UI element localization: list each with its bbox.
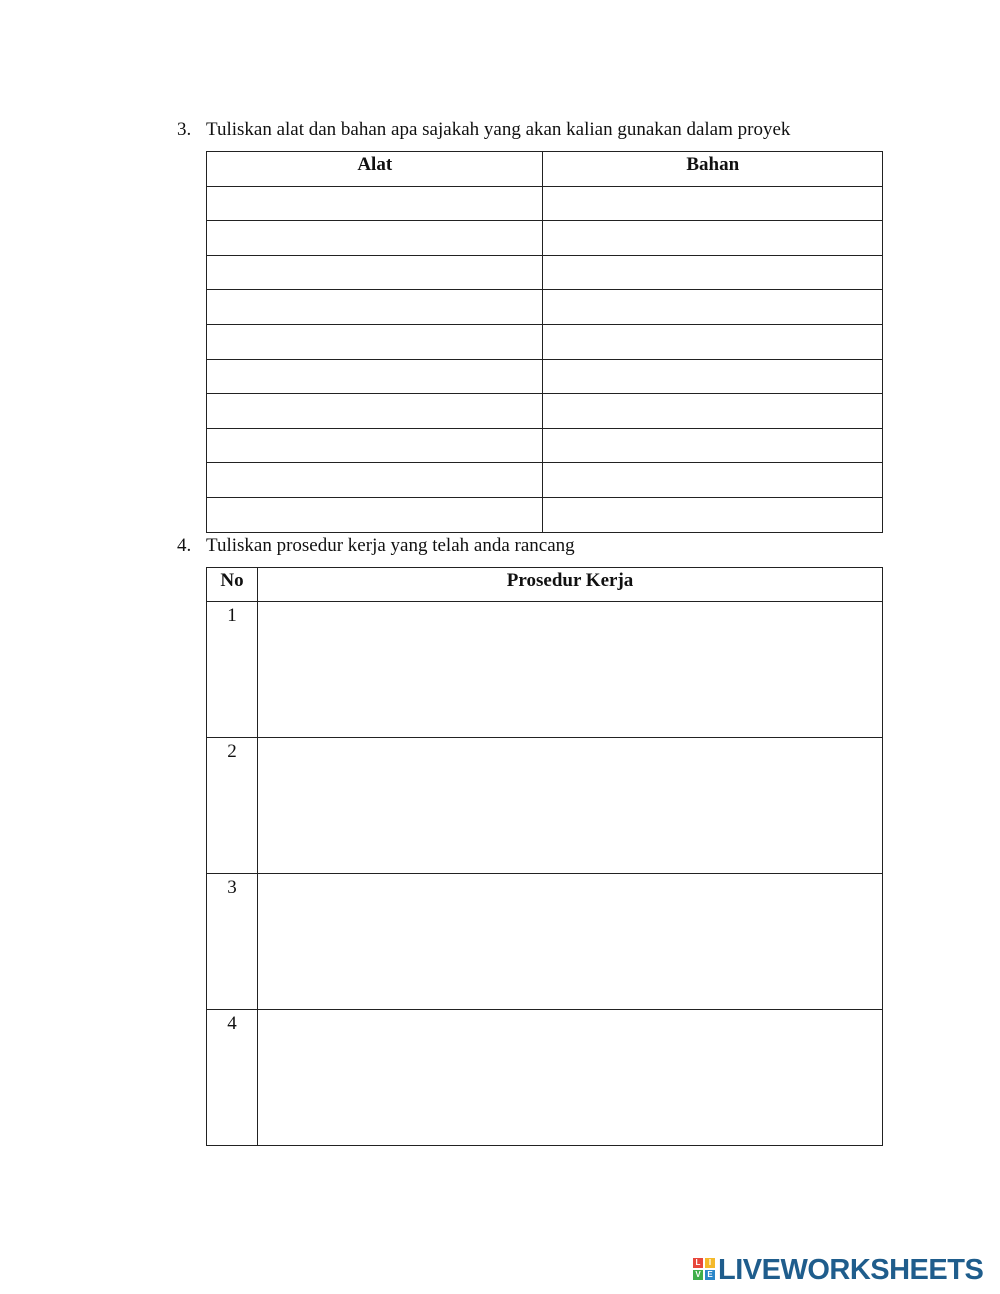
alat-cell[interactable] <box>207 221 543 256</box>
step-cell[interactable] <box>258 874 883 1010</box>
step-cell[interactable] <box>258 1010 883 1146</box>
table-row <box>207 186 883 221</box>
question-text: Tuliskan alat dan bahan apa sajakah yang akan kalian gunakan dalam proyek <box>206 119 791 140</box>
table-row <box>207 324 883 359</box>
question-text: Tuliskan prosedur kerja yang telah anda rancang <box>206 535 575 556</box>
table-row <box>207 463 883 498</box>
table-row <box>207 1010 883 1146</box>
logo-letter: L <box>693 1258 703 1268</box>
table-row <box>207 738 883 874</box>
alat-cell[interactable] <box>207 324 543 359</box>
question-number: 4. <box>177 535 192 556</box>
alat-cell[interactable] <box>207 186 543 221</box>
header-no: No <box>207 568 258 602</box>
bahan-cell[interactable] <box>543 359 883 394</box>
step-number: 3 <box>207 874 258 1010</box>
table-row <box>207 497 883 532</box>
question-4 <box>177 535 877 557</box>
table-row <box>207 874 883 1010</box>
logo-mark-icon <box>693 1258 715 1280</box>
tools-materials-table <box>206 151 883 533</box>
procedure-table <box>206 567 883 1146</box>
bahan-cell[interactable] <box>543 255 883 290</box>
header-bahan: Bahan <box>543 152 883 187</box>
bahan-cell[interactable] <box>543 324 883 359</box>
liveworksheets-logo <box>693 1255 988 1285</box>
alat-cell[interactable] <box>207 290 543 325</box>
alat-cell[interactable] <box>207 428 543 463</box>
bahan-cell[interactable] <box>543 221 883 256</box>
logo-letter: I <box>705 1258 715 1268</box>
table-header-row <box>207 152 883 187</box>
bahan-cell[interactable] <box>543 497 883 532</box>
table-header-row <box>207 568 883 602</box>
table-row <box>207 359 883 394</box>
bahan-cell[interactable] <box>543 186 883 221</box>
logo-letter: E <box>705 1270 715 1280</box>
logo-letter: V <box>693 1270 703 1280</box>
bahan-cell[interactable] <box>543 463 883 498</box>
alat-cell[interactable] <box>207 394 543 429</box>
step-cell[interactable] <box>258 602 883 738</box>
step-number: 2 <box>207 738 258 874</box>
header-prosedur-kerja: Prosedur Kerja <box>258 568 883 602</box>
table-row <box>207 428 883 463</box>
step-number: 1 <box>207 602 258 738</box>
step-number: 4 <box>207 1010 258 1146</box>
alat-cell[interactable] <box>207 497 543 532</box>
table-row <box>207 221 883 256</box>
table-row <box>207 290 883 325</box>
question-3 <box>177 119 877 141</box>
bahan-cell[interactable] <box>543 394 883 429</box>
question-number: 3. <box>177 119 192 140</box>
logo-wordmark: LIVEWORKSHEETS <box>718 1254 984 1286</box>
bahan-cell[interactable] <box>543 428 883 463</box>
table-row <box>207 394 883 429</box>
bahan-cell[interactable] <box>543 290 883 325</box>
alat-cell[interactable] <box>207 463 543 498</box>
header-alat: Alat <box>207 152 543 187</box>
table-row <box>207 255 883 290</box>
alat-cell[interactable] <box>207 359 543 394</box>
alat-cell[interactable] <box>207 255 543 290</box>
step-cell[interactable] <box>258 738 883 874</box>
table-row <box>207 602 883 738</box>
